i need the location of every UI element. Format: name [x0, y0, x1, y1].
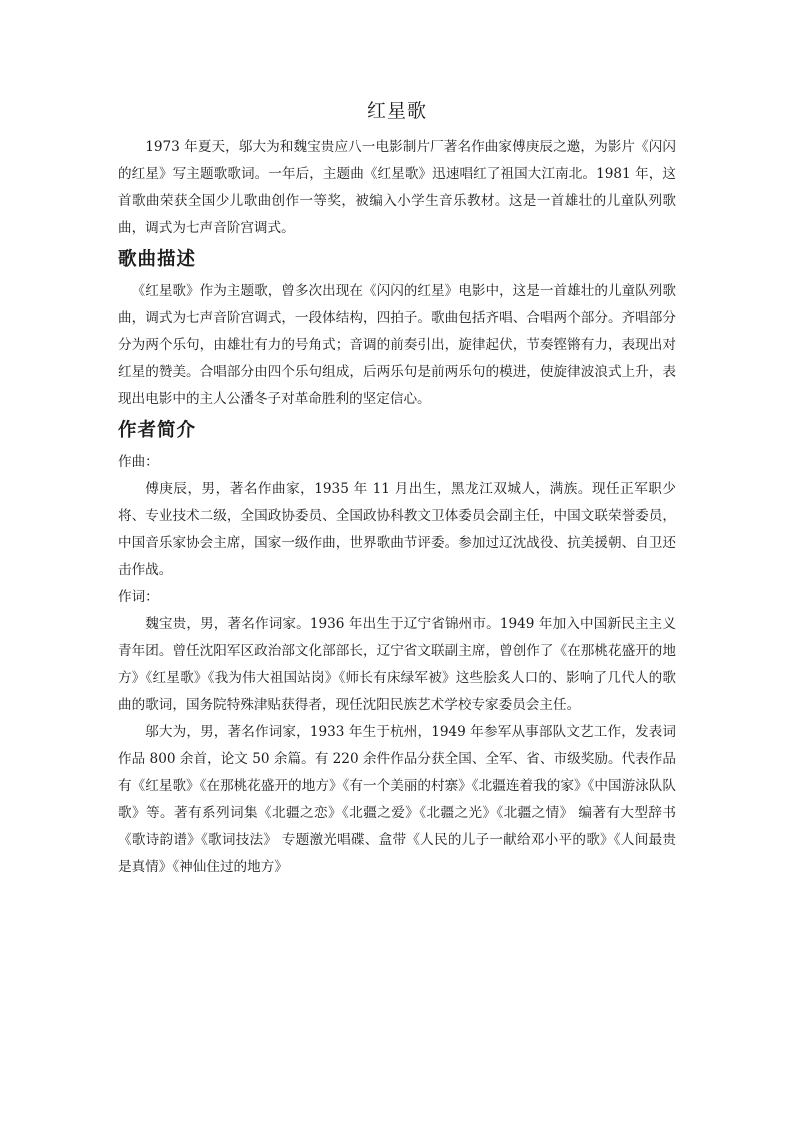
document-page [118, 96, 676, 881]
composer-paragraph: 傅庚辰，男，著名作曲家，1935 年 11 月出生，黑龙江双城人，满族。现任正军职少将、专业技术二级，全国政协委员、全国政协科教文卫体委员会副主任，中国文联荣誉委员，中国音乐家协会主席，国家一级作曲，世界歌曲节评委。参加过辽沈战役、抗美援朝、自卫还击作战。 [118, 481, 676, 578]
author-intro-heading: 作者简介 [118, 420, 197, 441]
lyricist-paragraph-wu: 邬大为，男，著名作词家，1933 年生于杭州，1949 年参军从事部队文艺工作，发表词作品 800 余首，论文 50 余篇。有 220 余件作品分获全国、全军、省、市级奖励。代表作品有《红星歌》《在那桃花盛开的地方》《有一个美丽的村寨》《北疆连着我的家》《中国游泳队队歌》等。著有系列词集《北疆之恋》《北疆之爱》《北疆之光》《北疆之情》 编著有大型辞书《歌诗韵谱》《歌词技法》 专题激光唱碟、盒带《人民的儿子一献给邓小平的歌》《人间最贵是真情》《神仙住过的地方》 [118, 724, 676, 875]
song-description-paragraph: 《红星歌》作为主题歌，曾多次出现在《闪闪的红星》电影中，这是一首雄壮的儿童队列歌曲，调式为七声音阶宫调式，一段体结构，四拍子。歌曲包括齐唱、合唱两个部分。齐唱部分分为两个乐句，由雄壮有力的号角式；音调的前奏引出，旋律起伏，节奏铿锵有力，表现出对红星的赞美。合唱部分由四个乐句组成，后两乐句是前两乐句的模进，使旋律波浪式上升，表现出电影中的主人公潘冬子对革命胜利的坚定信心。 [118, 283, 676, 407]
lyricist-label: 作词： [118, 589, 159, 605]
intro-paragraph: 1973 年夏天，邬大为和魏宝贵应八一电影制片厂著名作曲家傅庚辰之邀，为影片《闪闪的红星》写主题歌歌词。一年后，主题曲《红星歌》迅速唱红了祖国大江南北。1981 年，这首歌曲荣获全国少儿歌曲创作一等奖，被编入小学生音乐教材。这是一首雄壮的儿童队列歌曲，调式为七声音阶宫调式。 [118, 139, 676, 236]
composer-label: 作曲： [118, 454, 159, 470]
lyricist-paragraph-wei: 魏宝贵，男，著名作词家。1936 年出生于辽宁省锦州市。1949 年加入中国新民主主义青年团。曾任沈阳军区政治部文化部部长，辽宁省文联副主席，曾创作了《在那桃花盛开的地方》《红星歌》《我为伟大祖国站岗》《师长有床绿军被》这些脍炙人口的、影响了几代人的歌曲的歌词，国务院特殊津贴获得者，现任沈阳民族艺术学校专家委员会主任。 [118, 616, 676, 713]
song-description-heading: 歌曲描述 [118, 249, 197, 270]
document-title: 红星歌 [366, 100, 427, 122]
